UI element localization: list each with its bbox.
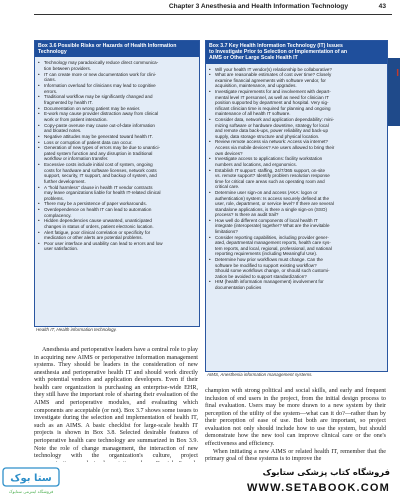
box-title: [35, 41, 199, 57]
box-title-line: Box 3.6 Possible Risks or Hazards of Health Information: [38, 43, 177, 49]
list-item: • Overdependence on health IT can lead to automation complacency.: [44, 207, 196, 218]
list-item: • Excessive costs include initial cost of system, ongoing costs for hardware and software licenses, network costs support, security, IT support, and backup of system, and further development.: [44, 162, 196, 184]
list-item: • Establish IT support: staffing, 24/7/365 support, on-site vs. remote support? Identify problem resolution response time for critical care areas such as operating room and critical care.: [215, 168, 384, 190]
page-header: [0, 0, 400, 16]
list-item: • There may be a persistence of paper workarounds.: [44, 201, 196, 207]
list-item: • A "hold harmless" clause in health IT vendor contracts may leave organizations liable for health IT-related clinical problems.: [44, 185, 196, 202]
list-item: • Loss or corruption of patient data can occur.: [44, 140, 196, 146]
box-list: [206, 67, 387, 291]
box-title-line: Technology: [38, 49, 67, 56]
list-item: • Will your health IT vendor(s) relationship be collaborative?: [215, 67, 384, 73]
box-footnote: Health IT, Health information technology.: [36, 327, 117, 332]
box-title-line: AIMS or Other Large Scale Health IT: [209, 55, 298, 62]
box-list: [35, 60, 199, 252]
chapter-title: Chapter 3 Anesthesia and Health Information Technology: [168, 3, 348, 10]
list-item: • IT can create more or new documentation work for clini- cians.: [44, 72, 196, 83]
box-title: [206, 41, 387, 64]
box-footnote: AIMS, Anesthesia information management systems.: [207, 372, 313, 377]
logo-text: ستا بوک: [10, 473, 52, 484]
box-3-7: [205, 40, 388, 372]
list-item: • Alert fatigue, poor clinical correlation or specificity for medication or other alerts are potential problems.: [44, 230, 196, 241]
list-item: • Investigate requirements for and involvement with depart- mental level IT personnel, as well as need for clinician IT position supported by department and hospital. Very sig- nificant clinician time is required for planning and ongoing maintenance of all health IT software.: [215, 89, 384, 117]
paragraph: When initiating a new AIMS or related health IT, remember that the primary goal of these systems is to improve the: [205, 448, 386, 463]
list-item: • Hidden dependencies cause unwanted, unanticipated changes in status of orders, patient electronic location.: [44, 218, 196, 229]
list-item: • Poor user interface and usability can lead to errors and low user satisfaction.: [44, 241, 196, 252]
list-item: • Traditional workflow may be significantly changed and fragmented by health IT.: [44, 94, 196, 105]
list-item: • Information overload for clinicians may lead to cognitive errors.: [44, 83, 196, 94]
list-item: • Consider reporting capabilities, including provider gener- ated, departmental management reports, health care sys- tem reports, and local, regional, professional, and national reporting requirements (including Meaningful Use).: [215, 235, 384, 257]
list-item: • HIM (health information management) involvement for documentation policies: [215, 279, 384, 290]
list-item: • Documentation on wrong patient may be easier.: [44, 106, 196, 112]
box-title-line: to Investigate Prior to Selection or Implementation of an: [209, 49, 348, 56]
list-item: • Consider data, network and application dependability: mini- mizing software or hardware downtime, strategy for local and remote data back-ups, power reliability and back-up supply, data storage structure and physical location.: [215, 117, 384, 139]
list-item: • Investigate access to applications: facility workstation numbers and locations, and ergonomics.: [215, 156, 384, 167]
body-text-left: [34, 347, 198, 462]
list-item: • Negative attitudes may be generated toward health IT.: [44, 134, 196, 140]
store-url: WWW.SETABOOK.COM: [246, 482, 390, 494]
list-item: • Review remote access via network: Access via internet? Access via mobile devices? Are users allowed to bring their own devices?: [215, 139, 384, 156]
list-item: • How well do different components of local health IT integrate (interoperate) together? What are the inevitable limitations?: [215, 218, 384, 235]
list-item: • Determine how prior workflows must change. Can the software be modified to support existing workflow? Should some workflows change, or should such customi- zation be avoided to support standardization?: [215, 257, 384, 279]
box-3-6: [34, 40, 200, 327]
page-number: 43: [378, 3, 386, 10]
section-marker: I: [396, 68, 399, 79]
header-rule: [34, 14, 392, 15]
body-text-right: [205, 388, 386, 462]
paragraph: champion with strong political and social skills, and early and frequent inclusion of end users in the project, from the initial design process to final evaluation. Users may be more drawn to a new system by their perception of the utility of the system—what can it do?—rather than by their perception of ease of use. But both are important, so project evaluation not only should include how to use the system, but should demonstrate how the new tool can improve clinical care or the one's effectiveness and efficiency.: [205, 388, 386, 448]
logo-subtext: فروشگاه اینترنتی ستابوک: [8, 489, 54, 494]
paragraph: Anesthesia and perioperative leaders have a central role to play in acquiring new AIMS or perioperative information management systems. They should be leaders in the consideration of new anesthesia and perioperative health IT and should work directly with potential vendors and application developers. Even if their health care organization is purchasing an enterprise-wide EHR, they still have the important role of sharing their evaluation of the AIMS and perioperative modules, and evaluating which components are acceptable (or not). Box 3.7 shows some issues to investigate during the selection and implementation of health IT, such as an AIMS. A basic checklist for large-scale health IT projects is shown in Box 3.8. Selected desirable features of perioperative health care technology are summarized in Box 3.9. Note the role of change management, the interaction of new technology with the organization's culture, project: [34, 347, 198, 460]
list-item: • Technology may paradoxically reduce direct communica- tion between providers.: [44, 60, 196, 71]
list-item: • Generation of new types of errors may be due to unantici- pated system function and any disruption in traditional workflow or information transfer.: [44, 145, 196, 162]
list-item: • E-work may cause provider distraction away from clinical work or from patient interaction.: [44, 111, 196, 122]
setabook-logo: [2, 466, 60, 496]
box-title-line: Box 3.7 Key Health Information Technology (IT) Issues: [209, 43, 343, 49]
list-item: • Determine user sign-on and access (AKA: logon or authentication) system: Is access securely defined at the user, role, department, or service level? If there are several standalone applications, is there a single sign-on (SSO) process? Is there an audit trail?: [215, 190, 384, 218]
store-name: فروشگاه کتاب پزشکی ستابوک: [262, 467, 390, 477]
list-item: • Copy-paste overuse may cause out-of-date information and bloated notes.: [44, 123, 196, 134]
list-item: • What are reasonable estimates of cost over time? Closely examine financial agreements with software vendor, for acquisition, maintenance, and upgrades.: [215, 72, 384, 89]
